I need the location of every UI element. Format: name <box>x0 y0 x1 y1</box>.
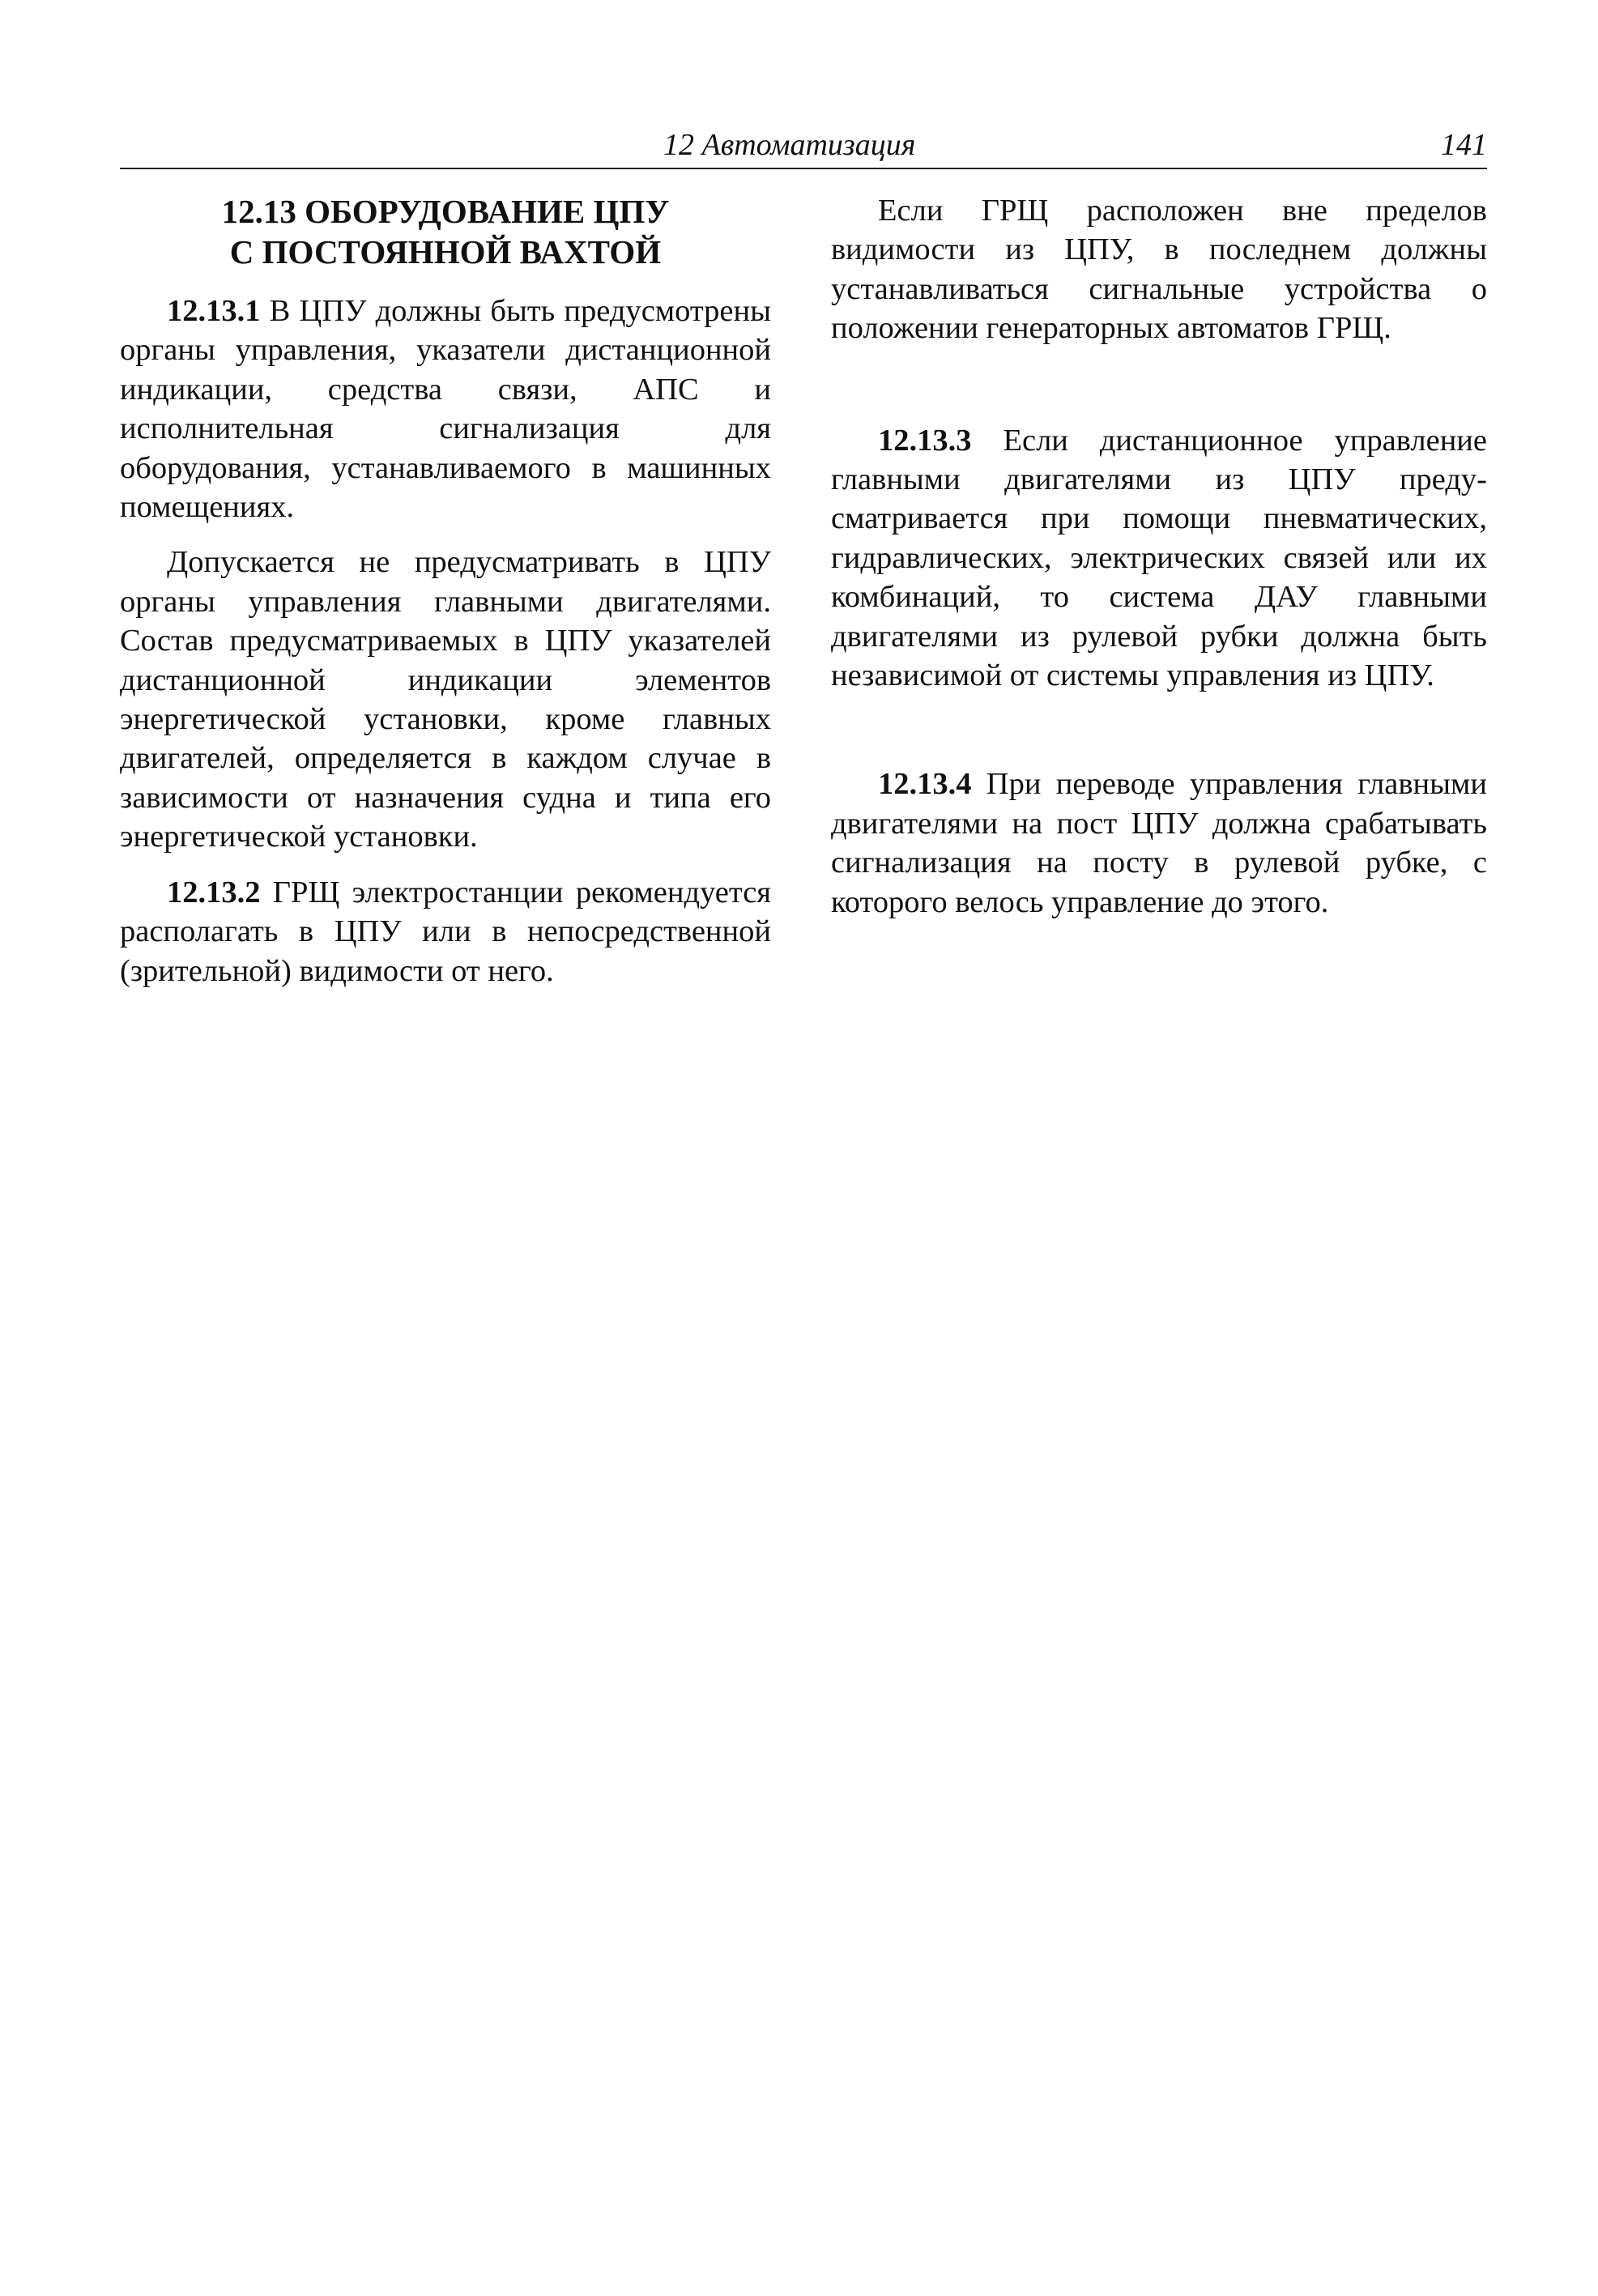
paragraph-12-13-3 <box>831 421 1487 696</box>
section-title-line2: С ПОСТОЯННОЙ ВАХТОЙ <box>229 233 662 270</box>
paragraph-12-13-4 <box>831 765 1487 922</box>
section-title <box>120 191 771 272</box>
paragraph-12-13-2-b: Если ГРЩ расположен вне пределов видимости из ЦПУ, в последнем должны устанавливаться сигнальные устройства о положении генераторных автоматов ГРЩ. <box>831 194 1487 346</box>
page-number: 141 <box>1441 128 1487 162</box>
clause-number: 12.13.4 <box>878 767 972 802</box>
chapter-title: 12 Автоматизация <box>663 128 916 162</box>
clause-number: 12.13.3 <box>878 423 972 458</box>
header-rule <box>120 168 1487 169</box>
clause-text: В ЦПУ должны быть предусмотрены органы управления, указатели дистанционной индикации, средства связи, АПС и исполнительная сигнализация для оборудования, устанавливаемого в машинных помещениях. <box>120 294 771 525</box>
paragraph-12-13-2 <box>120 873 771 990</box>
clause-text: Если дистанционное управление главными двигателями из ЦПУ предусматривается при помощи пневматических, гидравлических, электрических связей или их комбинаций, то система ДАУ главными двигателями из рулевой рубки должна быть независимой от системы управления из ЦПУ. <box>831 423 1487 693</box>
running-header <box>120 121 1487 170</box>
section-title-line1: 12.13 ОБОРУДОВАНИЕ ЦПУ <box>221 193 670 230</box>
clause-number: 12.13.1 <box>167 294 261 328</box>
left-column <box>120 191 771 990</box>
paragraph-12-13-1-b: Допускается не предусматривать в ЦПУ органы управления главными двигателями. Состав предусматриваемых в ЦПУ указателей дистанционной индикации элементов энергетической установки, кроме главных двигателей, определяется в каждом случае в зависимости от назначения судна и типа его энергетической установки. <box>120 545 771 854</box>
clause-text: ГРЩ электростанции рекомендуется располагать в ЦПУ или в непосредственной (зрительной) видимости от него. <box>120 875 771 988</box>
clause-text: При переводе управления главными двигателями на пост ЦПУ должна срабатывать сигнализация на посту в рулевой рубке, с которого велось управление до этого. <box>831 767 1487 919</box>
right-column <box>831 191 1487 922</box>
clause-number: 12.13.2 <box>167 875 261 909</box>
paragraph-12-13-1 <box>120 292 771 526</box>
